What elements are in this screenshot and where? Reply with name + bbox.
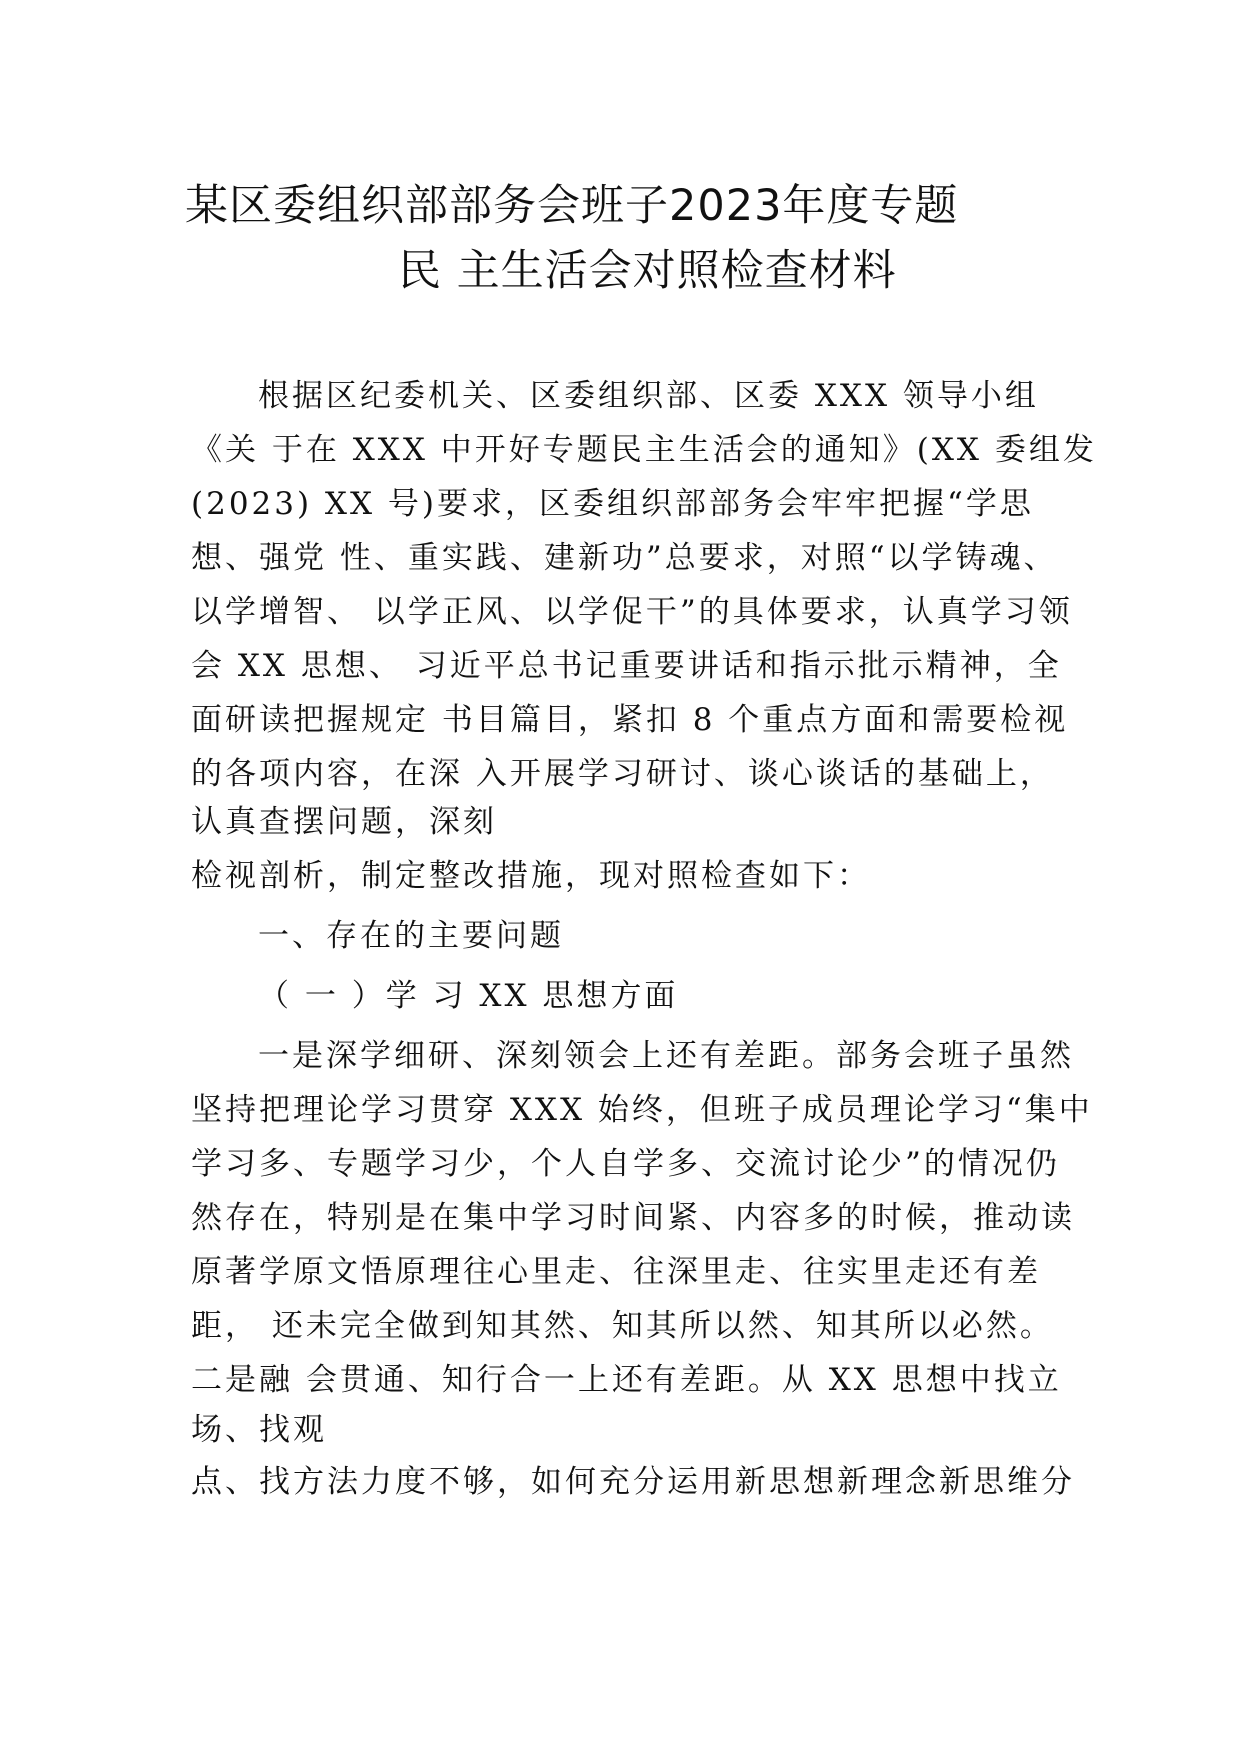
body-line: 想、强党 性、重实践、建新功”总要求，对照“以学铸魂、 xyxy=(191,540,1058,576)
subsection-heading: （ 一 ）学 习 XX 思想方面 xyxy=(258,978,679,1014)
body-line: 然存在，特别是在集中学习时间紧、内容多的时候，推动读 xyxy=(191,1200,1075,1236)
body-line: (2023) XX 号)要求，区委组织部部务会牢牢把握“学思 xyxy=(191,486,1034,522)
body-line: 认真查摆问题，深刻 xyxy=(191,804,497,840)
document-title-line-2: 民 主生活会对照检查材料 xyxy=(398,246,897,296)
body-line: 一是深学细研、深刻领会上还有差距。部务会班子虽然 xyxy=(258,1038,1074,1074)
body-line: 原著学原文悟原理往心里走、往深里走、往实里走还有差 xyxy=(191,1254,1041,1290)
body-line: 《关 于在 XXX 中开好专题民主生活会的通知》(XX 委组发 xyxy=(191,432,1097,468)
body-line: 的各项内容，在深 入开展学习研讨、谈心谈话的基础上， xyxy=(191,756,1054,792)
document-title-line-1: 某区委组织部部务会班子2023年度专题 xyxy=(185,181,959,231)
body-line: 学习多、专题学习少，个人自学多、交流讨论少”的情况仍 xyxy=(191,1146,1060,1182)
body-line: 距， 还未完全做到知其然、知其所以然、知其所以必然。 xyxy=(191,1308,1054,1344)
body-line: 二是融 会贯通、知行合一上还有差距。从 XX 思想中找立 xyxy=(191,1362,1062,1398)
body-line: 场、找观 xyxy=(191,1412,327,1448)
body-line: 坚持把理论学习贯穿 XXX 始终，但班子成员理论学习“集中 xyxy=(191,1092,1093,1128)
body-line: 根据区纪委机关、区委组织部、区委 XXX 领导小组 xyxy=(258,378,1039,414)
section-heading: 一、存在的主要问题 xyxy=(258,918,564,954)
body-line: 点、找方法力度不够，如何充分运用新思想新理念新思维分 xyxy=(191,1464,1075,1500)
body-line: 以学增智、 以学正风、以学促干”的具体要求，认真学习领 xyxy=(191,594,1073,630)
body-line: 面研读把握规定 书目篇目，紧扣 8 个重点方面和需要检视 xyxy=(191,702,1069,738)
body-line: 检视剖析，制定整改措施，现对照检查如下： xyxy=(191,858,871,894)
body-line: 会 XX 思想、 习近平总书记重要讲话和指示批示精神，全 xyxy=(191,648,1062,684)
